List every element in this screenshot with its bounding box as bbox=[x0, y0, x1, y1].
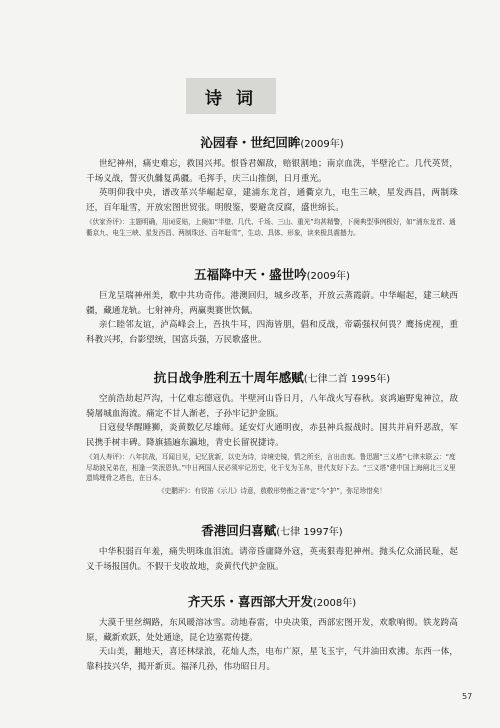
poem-paragraph: 中华积弱百年羞，痛失明珠血泪流。请帝昏庸降外寇，英夷狠毒犯神州。抛头亿众涌民耻，起义千场报国仇。不假干戈收故地，炎黄代代护金瓯。 bbox=[86, 547, 458, 572]
commentary-note: 《伏家乔评》：主题明确，用词妥贴，上阕如“半壁、几代、千场、三山、重光”均甚精警，下阕典型事例极好，如“浦东龙首、通衢京九、电生三峡、星发西昌、两制珠还、百年耻雪”，生动、具体、形象，读来极具震撼力。 bbox=[86, 218, 456, 237]
poem-title bbox=[86, 521, 458, 539]
poem-section bbox=[86, 592, 458, 674]
commentary-note: 《刘人寿评》：八年抗战，耳闻目见，记忆犹新，以史为诗，诗境史镜，情之所至，言出由衷。鲁迅题“三义塔”七律末联云：“度尽劫波兄弟在，相逢一笑泯恩仇。”中日两国人民必须牢记历史，化干戈为玉帛，世代友好下去。“三义塔”建中国上海闸北三义里遗鸠埋骨之塔也，在日本。 bbox=[86, 453, 456, 482]
poem-title-text: 抗日战争胜利五十周年感赋 bbox=[153, 370, 304, 385]
poem-title bbox=[86, 592, 458, 610]
poem-year: (七律二首 1995年) bbox=[303, 374, 391, 385]
poem-paragraph: 天山美，翻地天，喜还林绿浪，花灿人杰，电布广原，星飞玉宇，气并油田欢沸。东西一体，靠科技兴华，揭开新页。福泽几孙，伟功昭日月。 bbox=[86, 647, 458, 672]
poem-year: (2009年) bbox=[300, 139, 344, 150]
commentary-note: 《史鹏评》：有钗笛《示儿》诗意，敖敬形势衡之善“定”今“护”，弥足珍惜矣！ bbox=[158, 486, 386, 495]
page-number: 57 bbox=[462, 692, 473, 701]
poem-title bbox=[86, 265, 458, 283]
poem-year: (2009年) bbox=[306, 271, 350, 282]
poem-section bbox=[86, 368, 458, 496]
poem-title-text: 五福降中天・盛世吟 bbox=[194, 267, 307, 282]
poem-paragraph: 英明仰我中央，谱改革兴华崛起章，建浦东龙首，通衢京九，电生三峡，星发西昌，两制珠还，百年耻雪，开放宏图世贸张。明殷鉴，要避贪反腐，盛世绵长。 bbox=[86, 188, 458, 213]
poem-title bbox=[86, 368, 458, 386]
poem-title bbox=[86, 133, 458, 151]
poem-body bbox=[86, 157, 458, 238]
poem-title-text: 沁园春・世纪回眸 bbox=[200, 135, 301, 150]
poem-paragraph: 日寇侵华醒睡狮，炎黄数亿尽雄师。延安灯火通明夜，赤县神兵报战时。国共并肩歼恶敌，军民携手树丰碑。降旗插遍东瀛地，青史长留祝捷诗。 bbox=[86, 423, 458, 448]
poem-body bbox=[86, 545, 458, 574]
poem-title-text: 齐天乐・喜西部大开发 bbox=[187, 594, 313, 609]
poem-title-text: 香港回归喜赋 bbox=[201, 523, 277, 538]
poem-body bbox=[86, 392, 458, 496]
poem-section bbox=[86, 133, 458, 238]
poem-year: (七律 1997年) bbox=[276, 527, 343, 538]
poem-paragraph: 巨龙呈瑞神州美，歌中共功奇伟。港澳回归，城乡改革，开放云蒸霞蔚。中华崛起，建三峡西疆，藏通龙轨。七射神舟，两赢奥赛世饮佩。 bbox=[86, 291, 458, 316]
poem-paragraph: 大漠千里丝绸路，东风暖溶冰雪。动地春雷，中央决策，西部宏图开发，欢歌响彻。铁龙跨高原，藏新欢跃，处处通途，昆仑边塞霓传捷。 bbox=[86, 618, 458, 643]
poem-paragraph: 空前浩劫起芦沟，十亿难忘德寇仇。半壁河山昏日月，八年战火写春秋。哀鸿遍野鬼神泣，敌骑屠城血海流。痛定不甘人渐老，子孙牢记护金瓯。 bbox=[86, 394, 458, 419]
poem-section bbox=[86, 521, 458, 574]
poem-section bbox=[86, 265, 458, 347]
poem-paragraph: 世纪神州，痛史难忘，救国兴邦。恨昏君媚敌，赔银割地；南京血洗，半壁沦亡。几代英贤，千场义战，誓灭仇雠复禹疆。毛挥手，庆三山推倒，日月重光。 bbox=[86, 159, 458, 184]
poem-body bbox=[86, 616, 458, 674]
poem-body bbox=[86, 289, 458, 347]
page-title: 诗 词 bbox=[205, 88, 257, 109]
poem-paragraph: 亲仁睦邻友谊，泸高峰会上，吾执牛耳，四海皆朋，倡和反战，帝霸强权何畏？鹰扬虎视，重科教兴邦，台影望统，国富兵强，万民歌盛世。 bbox=[86, 320, 458, 345]
poem-year: (2008年) bbox=[312, 598, 357, 609]
